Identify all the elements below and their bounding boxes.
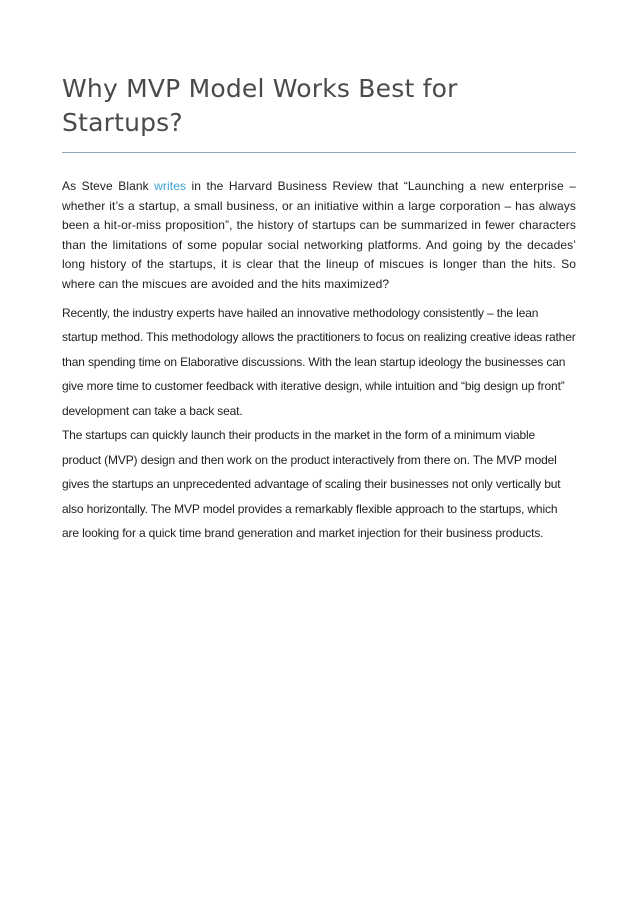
intro-text-start: As Steve Blank	[62, 179, 155, 193]
intro-text-end: in the Harvard Business Review that “Launching a new enterprise – whether it’s a startup, a small business, or an initiative within a large corporation – has always been a hit-or-miss proposition”, the history of startups can be summarized in fewer characters than the limitations of some popular social networking platforms. And going by the decades’ long history of the startups, it is clear that the lineup of miscues is longer than the hits. So where can the miscues are avoided and the hits maximized?	[62, 179, 576, 291]
lean-startup-paragraph: Recently, the industry experts have hailed an innovative methodology consistently – the lean startup method. This methodology allows the practitioners to focus on realizing creative ideas rather than spending time on Elaborative discussions. With the lean startup ideology the businesses can give more time to customer feedback with iterative design, while intuition and “big design up front” development can take a back seat.	[62, 305, 576, 418]
title-divider	[62, 152, 576, 153]
mvp-paragraph: The startups can quickly launch their products in the market in the form of a minimum viable product (MVP) design and then work on the product interactively from there on. The MVP model gives the startups an unprecedented advantage of scaling their businesses not only vertically but also horizontally. The MVP model provides a remarkably flexible approach to the startups, which are looking for a quick time brand generation and market injection for their business products.	[62, 428, 561, 541]
document-page	[62, 72, 576, 546]
page-title: Why MVP Model Works Best for Startups?	[62, 74, 458, 137]
writes-link[interactable]: writes	[154, 179, 187, 193]
intro-paragraph	[62, 177, 576, 295]
